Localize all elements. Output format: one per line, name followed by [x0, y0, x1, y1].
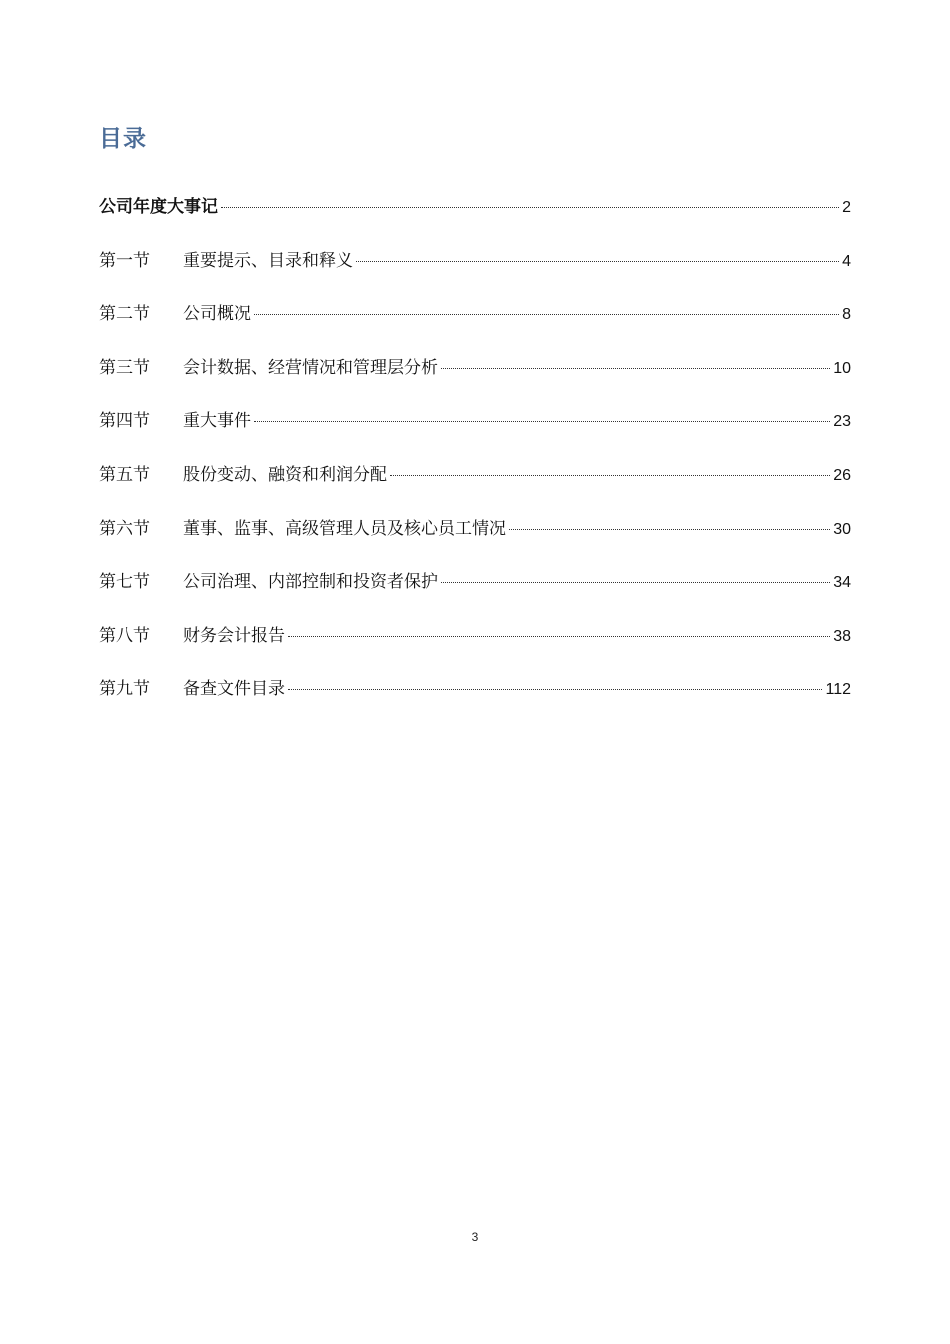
dot-leader — [441, 367, 830, 369]
dot-leader — [509, 528, 830, 530]
toc-entry-section: 第五节 — [99, 464, 150, 485]
toc-entry-section-5[interactable] — [99, 458, 851, 512]
dot-leader — [288, 635, 830, 637]
dot-leader — [288, 688, 822, 690]
toc-entry-section-1[interactable] — [99, 244, 851, 298]
toc-entry-title: 公司概况 — [183, 304, 251, 325]
toc-entry-section-2[interactable] — [99, 297, 851, 351]
toc-entry-title: 公司治理、内部控制和投资者保护 — [183, 572, 438, 593]
toc-entry-section: 第六节 — [99, 518, 150, 539]
dot-leader — [254, 313, 839, 315]
toc-entry-section: 第二节 — [99, 304, 150, 325]
toc-entry-page: 23 — [833, 413, 851, 431]
toc-list — [99, 190, 851, 726]
footer-page-number: 3 — [471, 1230, 479, 1244]
toc-entry-page: 30 — [833, 520, 851, 538]
toc-entry-section: 第三节 — [99, 357, 150, 378]
dot-leader — [390, 474, 830, 476]
toc-entry-page: 8 — [842, 306, 851, 324]
dot-leader — [254, 420, 830, 422]
toc-entry-section-4[interactable] — [99, 404, 851, 458]
toc-entry-title: 重要提示、目录和释义 — [183, 250, 353, 271]
toc-entry-section: 第七节 — [99, 572, 150, 593]
toc-entry-page: 34 — [833, 574, 851, 592]
toc-entry-section-6[interactable] — [99, 512, 851, 566]
toc-entry-page: 26 — [833, 466, 851, 484]
toc-entry-section-3[interactable] — [99, 351, 851, 405]
toc-entry-title: 会计数据、经营情况和管理层分析 — [183, 357, 438, 378]
toc-entry-page: 2 — [842, 199, 851, 216]
toc-entry-page: 10 — [833, 359, 851, 377]
toc-entry-annual-events[interactable] — [99, 190, 851, 244]
toc-entry-section: 第一节 — [99, 250, 150, 271]
toc-entry-title: 公司年度大事记 — [99, 197, 218, 217]
toc-entry-section: 第九节 — [99, 679, 150, 700]
dot-leader — [356, 260, 839, 262]
toc-entry-page: 4 — [842, 252, 851, 270]
toc-entry-title: 股份变动、融资和利润分配 — [183, 464, 387, 485]
toc-entry-title: 财务会计报告 — [183, 625, 285, 646]
toc-entry-page: 112 — [825, 681, 851, 699]
toc-title: 目录 — [99, 126, 147, 152]
toc-entry-section-7[interactable] — [99, 565, 851, 619]
dot-leader — [441, 581, 830, 583]
dot-leader — [221, 206, 839, 208]
toc-entry-section: 第八节 — [99, 625, 150, 646]
toc-entry-section-8[interactable] — [99, 619, 851, 673]
toc-entry-title: 重大事件 — [183, 411, 251, 432]
toc-entry-section: 第四节 — [99, 411, 150, 432]
toc-entry-section-9[interactable] — [99, 672, 851, 726]
toc-entry-title: 备查文件目录 — [183, 679, 285, 700]
toc-entry-page: 38 — [833, 627, 851, 645]
toc-entry-title: 董事、监事、高级管理人员及核心员工情况 — [183, 518, 506, 539]
